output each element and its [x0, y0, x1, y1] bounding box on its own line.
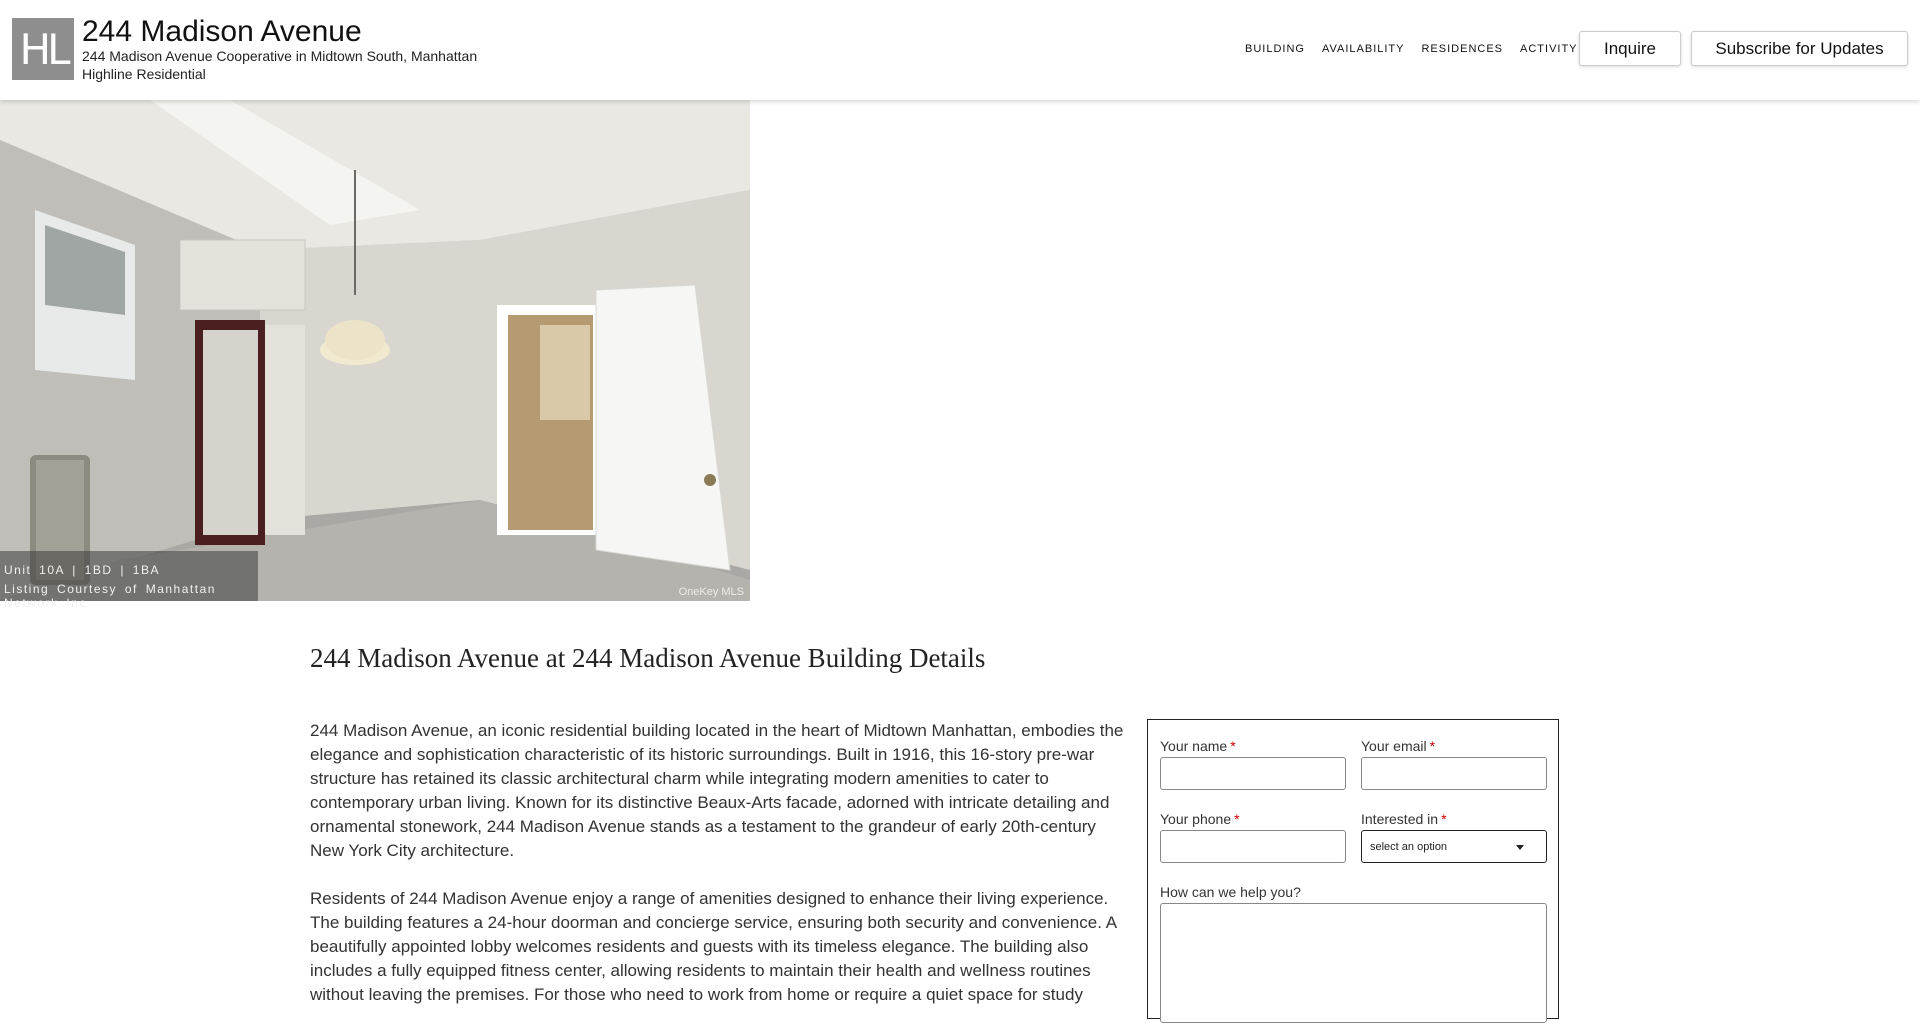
email-label [1361, 738, 1435, 754]
help-textarea[interactable] [1160, 903, 1547, 1023]
listing-photo[interactable] [0, 100, 750, 610]
phone-field[interactable] [1160, 830, 1346, 863]
brand-logo[interactable]: HL [12, 18, 74, 80]
nav-availability[interactable]: AVAILABILITY [1321, 43, 1405, 55]
main-nav [1245, 42, 1595, 56]
inquire-button[interactable]: Inquire [1579, 31, 1681, 66]
phone-label [1160, 811, 1240, 827]
mls-watermark: OneKey MLS [678, 586, 744, 598]
inquiry-form [1147, 719, 1559, 1019]
building-details-heading: 244 Madison Avenue at 244 Madison Avenue Building Details [310, 643, 986, 673]
subscribe-button[interactable]: Subscribe for Updates [1691, 31, 1908, 66]
room-illustration [0, 100, 750, 601]
building-description [310, 719, 1125, 1031]
nav-activity[interactable]: ACTIVITY [1520, 43, 1578, 55]
email-field[interactable] [1361, 757, 1547, 790]
site-header [0, 0, 1920, 100]
help-label: How can we help you? [1160, 884, 1301, 900]
phone-label-text: Your phone [1160, 811, 1232, 827]
name-label-text: Your name [1160, 738, 1228, 754]
interest-select[interactable] [1361, 830, 1547, 863]
interest-label-text: Interested in [1361, 811, 1439, 827]
chevron-down-icon [1516, 845, 1524, 850]
description-paragraph: 244 Madison Avenue, an iconic residential building located in the heart of Midtown Manhattan, embodies the elegance and sophistication characteristic of its historic surroundings. Built in 1916, this 16-story pre-war structure has retained its classic architectural charm while integrating modern amenities to cater to contemporary urban living. Known for its distinctive Beaux-Arts facade, adorned with intricate detailing and ornamental stonework, 244 Madison Avenue stands as a testament to the grandeur of early 20th-century New York City architecture. [310, 721, 1124, 860]
required-marker: * [1429, 738, 1436, 754]
nav-residences[interactable]: RESIDENCES [1421, 43, 1504, 55]
interest-selected-value: select an option [1370, 840, 1448, 853]
listing-courtesy: Listing Courtesy of Manhattan Network Inc [4, 582, 216, 610]
brokerage-name: Highline Residential [82, 66, 206, 82]
required-marker: * [1234, 811, 1240, 827]
required-marker: * [1441, 811, 1447, 827]
description-paragraph: Residents of 244 Madison Avenue enjoy a range of amenities designed to enhance their living experience. The building features a 24-hour doorman and concierge service, ensuring both security and convenience. A beautifully appointed lobby welcomes residents and guests with its timeless elegance. The building also includes a fully equipped fitness center, allowing residents to maintain their health and wellness routines without leaving the premises. For those who need to work from home or require a quiet space for study [310, 889, 1117, 1004]
name-field[interactable] [1160, 757, 1346, 790]
email-label-text: Your email [1361, 738, 1427, 754]
unit-summary: Unit 10A | 1BD | 1BA [4, 563, 160, 577]
nav-building[interactable]: BUILDING [1245, 43, 1305, 55]
required-marker: * [1230, 738, 1236, 754]
building-subtitle: 244 Madison Avenue Cooperative in Midtown South, Manhattan [82, 48, 478, 64]
photo-caption [0, 551, 258, 610]
building-title: 244 Madison Avenue [82, 15, 362, 48]
interest-label [1361, 811, 1447, 827]
name-label [1160, 738, 1236, 754]
